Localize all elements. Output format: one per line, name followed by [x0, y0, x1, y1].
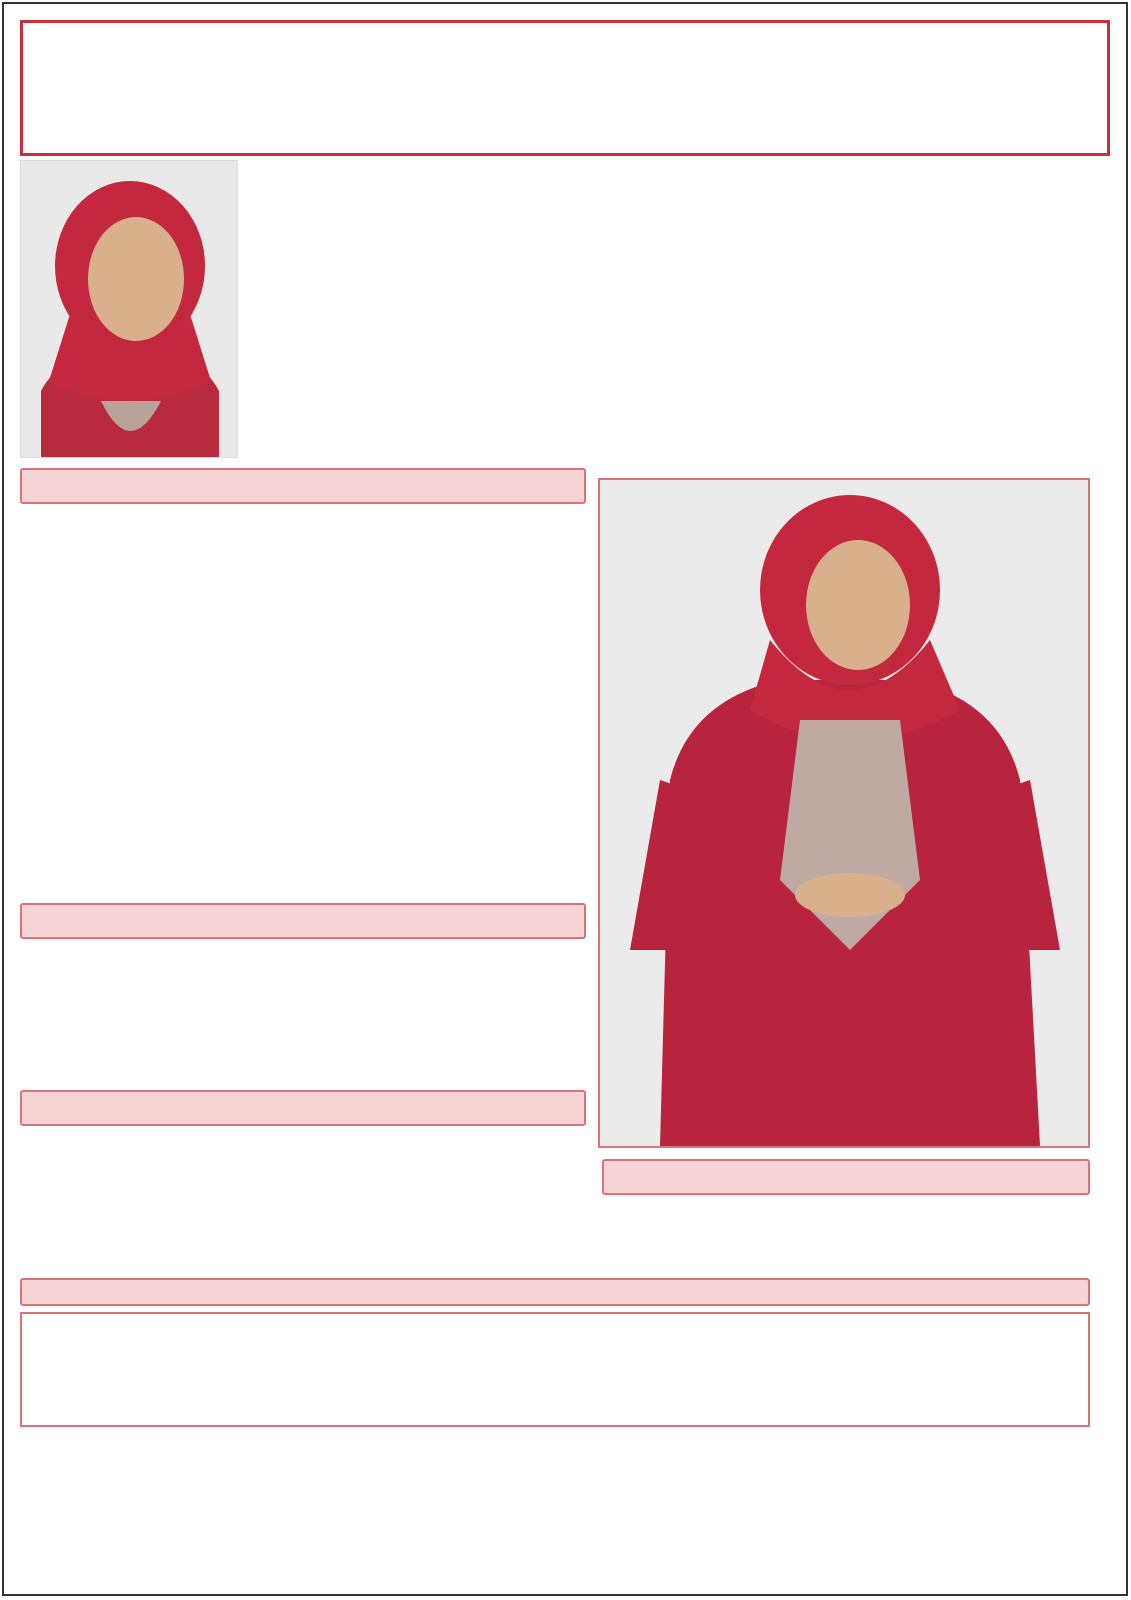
full-body-figure-icon — [600, 480, 1088, 1146]
cooking-header — [20, 1278, 1090, 1306]
languages-header — [602, 1159, 1090, 1195]
cooking-table — [20, 1312, 1090, 1427]
previous-employment-header — [20, 1090, 586, 1126]
full-body-photo — [598, 478, 1090, 1148]
portrait-photo — [20, 160, 238, 458]
portrait-figure-icon — [21, 161, 238, 458]
details-header — [20, 468, 586, 504]
passport-header — [20, 903, 586, 939]
title-box — [20, 20, 1110, 156]
